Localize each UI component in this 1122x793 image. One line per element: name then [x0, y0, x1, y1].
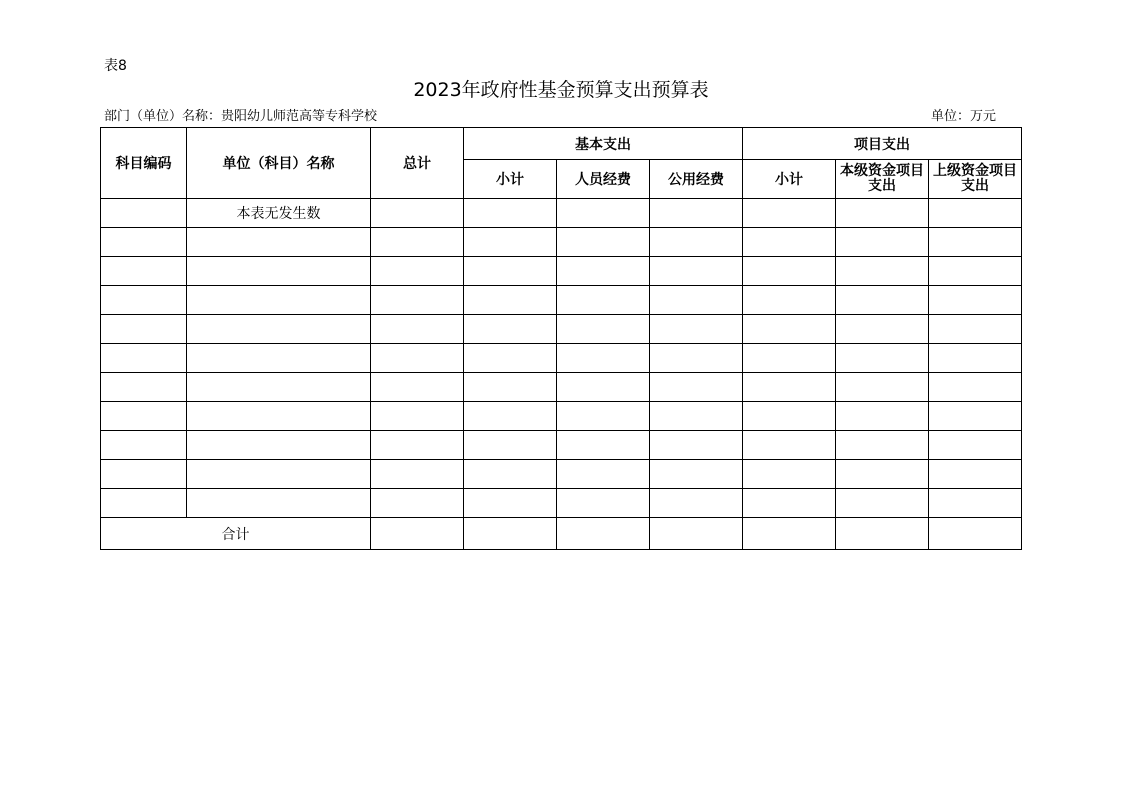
- cell-unit-name: [187, 489, 371, 518]
- cell-amount: [743, 199, 836, 228]
- cell-subject-code: [101, 257, 187, 286]
- cell-amount: [557, 257, 650, 286]
- cell-subject-code: [101, 199, 187, 228]
- cell-amount: [929, 315, 1022, 344]
- header-basic-subtotal: 小计: [464, 160, 557, 199]
- cell-unit-name: [187, 315, 371, 344]
- cell-amount: [743, 373, 836, 402]
- cell-total-amount: [743, 518, 836, 550]
- cell-amount: [836, 344, 929, 373]
- table-row: [101, 402, 1022, 431]
- cell-amount: [371, 228, 464, 257]
- cell-subject-code: [101, 489, 187, 518]
- cell-amount: [929, 228, 1022, 257]
- cell-amount: [929, 199, 1022, 228]
- cell-amount: [464, 199, 557, 228]
- cell-amount: [557, 199, 650, 228]
- cell-amount: [371, 373, 464, 402]
- cell-total-amount: [650, 518, 743, 550]
- header-personnel: 人员经费: [557, 160, 650, 199]
- cell-amount: [650, 315, 743, 344]
- cell-total-amount: [836, 518, 929, 550]
- cell-amount: [650, 373, 743, 402]
- table-row: [101, 315, 1022, 344]
- cell-amount: [464, 489, 557, 518]
- cell-amount: [557, 286, 650, 315]
- cell-amount: [557, 373, 650, 402]
- header-local-fund: 本级资金项目支出: [836, 160, 929, 199]
- table-row: [101, 257, 1022, 286]
- cell-amount: [743, 228, 836, 257]
- header-row-1: [101, 128, 1022, 160]
- cell-amount: [464, 344, 557, 373]
- total-label: 合计: [101, 518, 371, 550]
- cell-total-amount: [371, 518, 464, 550]
- cell-amount: [929, 373, 1022, 402]
- cell-amount: [836, 228, 929, 257]
- header-project-expense: 项目支出: [743, 128, 1022, 160]
- cell-amount: [371, 315, 464, 344]
- cell-amount: [836, 199, 929, 228]
- cell-amount: [650, 286, 743, 315]
- table-number-label: 表8: [104, 58, 127, 74]
- currency-unit: 单位：万元: [931, 109, 997, 124]
- cell-amount: [371, 402, 464, 431]
- cell-subject-code: [101, 373, 187, 402]
- cell-amount: [464, 431, 557, 460]
- cell-unit-name: [187, 344, 371, 373]
- cell-amount: [464, 373, 557, 402]
- table-row: [101, 460, 1022, 489]
- cell-unit-name: [187, 257, 371, 286]
- cell-subject-code: [101, 460, 187, 489]
- cell-amount: [464, 286, 557, 315]
- cell-amount: [650, 199, 743, 228]
- cell-amount: [557, 489, 650, 518]
- cell-amount: [371, 431, 464, 460]
- cell-amount: [929, 402, 1022, 431]
- cell-amount: [836, 257, 929, 286]
- cell-amount: [836, 286, 929, 315]
- header-subject-code: 科目编码: [101, 128, 187, 199]
- table-row: [101, 228, 1022, 257]
- budget-table: [100, 127, 1022, 550]
- cell-unit-name: [187, 402, 371, 431]
- cell-amount: [371, 286, 464, 315]
- cell-amount: [743, 431, 836, 460]
- cell-amount: [464, 460, 557, 489]
- cell-unit-name: [187, 431, 371, 460]
- header-unit-name: 单位（科目）名称: [187, 128, 371, 199]
- cell-amount: [650, 257, 743, 286]
- cell-amount: [743, 344, 836, 373]
- cell-amount: [650, 460, 743, 489]
- cell-amount: [929, 460, 1022, 489]
- cell-unit-name: [187, 286, 371, 315]
- table-row: [101, 286, 1022, 315]
- cell-amount: [371, 257, 464, 286]
- cell-amount: [929, 344, 1022, 373]
- cell-amount: [557, 431, 650, 460]
- cell-amount: [743, 402, 836, 431]
- cell-amount: [650, 431, 743, 460]
- cell-amount: [371, 199, 464, 228]
- cell-subject-code: [101, 228, 187, 257]
- header-public: 公用经费: [650, 160, 743, 199]
- cell-amount: [743, 286, 836, 315]
- cell-total-amount: [464, 518, 557, 550]
- total-row: [101, 518, 1022, 550]
- cell-amount: [929, 257, 1022, 286]
- cell-amount: [836, 489, 929, 518]
- cell-unit-name: [187, 373, 371, 402]
- table-row: [101, 489, 1022, 518]
- cell-amount: [836, 373, 929, 402]
- cell-amount: [464, 402, 557, 431]
- cell-unit-name: [187, 460, 371, 489]
- cell-amount: [557, 402, 650, 431]
- cell-amount: [557, 344, 650, 373]
- cell-subject-code: [101, 286, 187, 315]
- cell-amount: [743, 315, 836, 344]
- table-row: [101, 344, 1022, 373]
- cell-subject-code: [101, 344, 187, 373]
- table-row: [101, 373, 1022, 402]
- header-total: 总计: [371, 128, 464, 199]
- cell-unit-name: 本表无发生数: [187, 199, 371, 228]
- cell-subject-code: [101, 315, 187, 344]
- cell-amount: [464, 315, 557, 344]
- cell-amount: [743, 257, 836, 286]
- cell-amount: [650, 489, 743, 518]
- header-project-subtotal: 小计: [743, 160, 836, 199]
- cell-amount: [929, 286, 1022, 315]
- cell-subject-code: [101, 402, 187, 431]
- header-basic-expense: 基本支出: [464, 128, 743, 160]
- cell-amount: [464, 228, 557, 257]
- cell-amount: [650, 344, 743, 373]
- cell-amount: [929, 489, 1022, 518]
- header-upper-fund: 上级资金项目支出: [929, 160, 1022, 199]
- cell-amount: [836, 431, 929, 460]
- cell-amount: [557, 460, 650, 489]
- cell-unit-name: [187, 228, 371, 257]
- cell-subject-code: [101, 431, 187, 460]
- cell-amount: [836, 402, 929, 431]
- cell-amount: [371, 344, 464, 373]
- cell-amount: [557, 315, 650, 344]
- cell-amount: [836, 460, 929, 489]
- cell-amount: [371, 489, 464, 518]
- table-row: [101, 431, 1022, 460]
- cell-amount: [464, 257, 557, 286]
- department-name: 部门（单位）名称：贵阳幼儿师范高等专科学校: [104, 109, 378, 124]
- cell-amount: [836, 315, 929, 344]
- table-row: [101, 199, 1022, 228]
- cell-total-amount: [929, 518, 1022, 550]
- page-title: 2023年政府性基金预算支出预算表: [413, 79, 709, 101]
- cell-amount: [650, 228, 743, 257]
- cell-amount: [557, 228, 650, 257]
- cell-amount: [371, 460, 464, 489]
- cell-total-amount: [557, 518, 650, 550]
- cell-amount: [743, 460, 836, 489]
- cell-amount: [743, 489, 836, 518]
- cell-amount: [650, 402, 743, 431]
- cell-amount: [929, 431, 1022, 460]
